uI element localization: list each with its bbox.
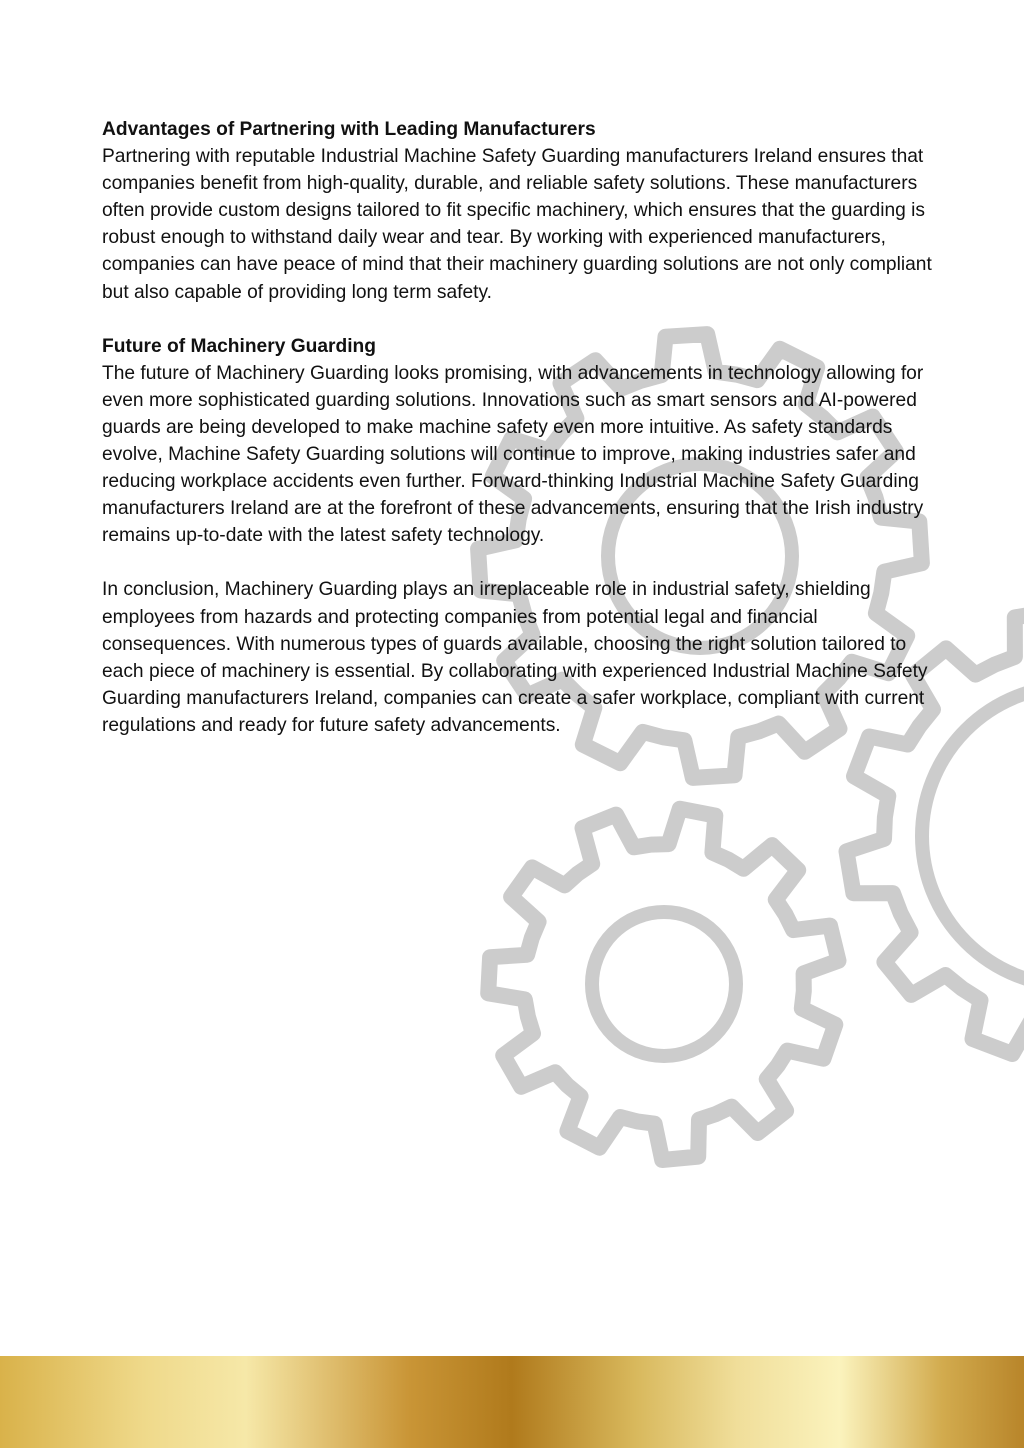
gear-outline-icon <box>488 809 838 1160</box>
section-heading: Advantages of Partnering with Leading Manufacturers <box>102 119 596 140</box>
section-conclusion <box>102 576 932 739</box>
gear-center-hole <box>922 686 1024 986</box>
gear-center-hole <box>592 912 736 1056</box>
gear-teeth-outline <box>488 809 838 1160</box>
section-future <box>102 333 932 550</box>
footer-gold-bar <box>0 1356 1024 1448</box>
section-advantages <box>102 116 932 306</box>
section-paragraph: In conclusion, Machinery Guarding plays an irreplaceable role in industrial safety, shielding employees from hazards and protecting companies from potential legal and financial consequences. With numerous types of guards available, choosing the right solution tailored to each piece of machinery is essential. By collaborating with experienced Industrial Machine Safety Guarding manufacturers Ireland, companies can create a safer workplace, compliant with current regulations and ready for future safety advancements. <box>102 579 928 736</box>
section-paragraph: The future of Machinery Guarding looks promising, with advancements in technology allowing for even more sophisticated guarding solutions. Innovations such as smart sensors and AI-powered guards are being developed to make machine safety even more intuitive. As safety standards evolve, Machine Safety Guarding solutions will continue to improve, making industries safer and reducing workplace accidents even further. Forward-thinking Industrial Machine Safety Guarding manufacturers Ireland are at the forefront of these advancements, ensuring that the Irish industry remains up-to-date with the latest safety technology. <box>102 362 924 547</box>
document-body <box>102 116 932 766</box>
section-heading: Future of Machinery Guarding <box>102 335 376 357</box>
section-paragraph: Partnering with reputable Industrial Machine Safety Guarding manufacturers Ireland ensures that companies benefit from high-quality, durable, and reliable safety solutions. These manufacturers often provide custom designs tailored to fit specific machinery, which ensures that the guarding is robust enough to withstand daily wear and tear. By working with experienced manufacturers, companies can have peace of mind that their machinery guarding solutions are not only compliant but also capable of providing long term safety. <box>102 146 932 303</box>
